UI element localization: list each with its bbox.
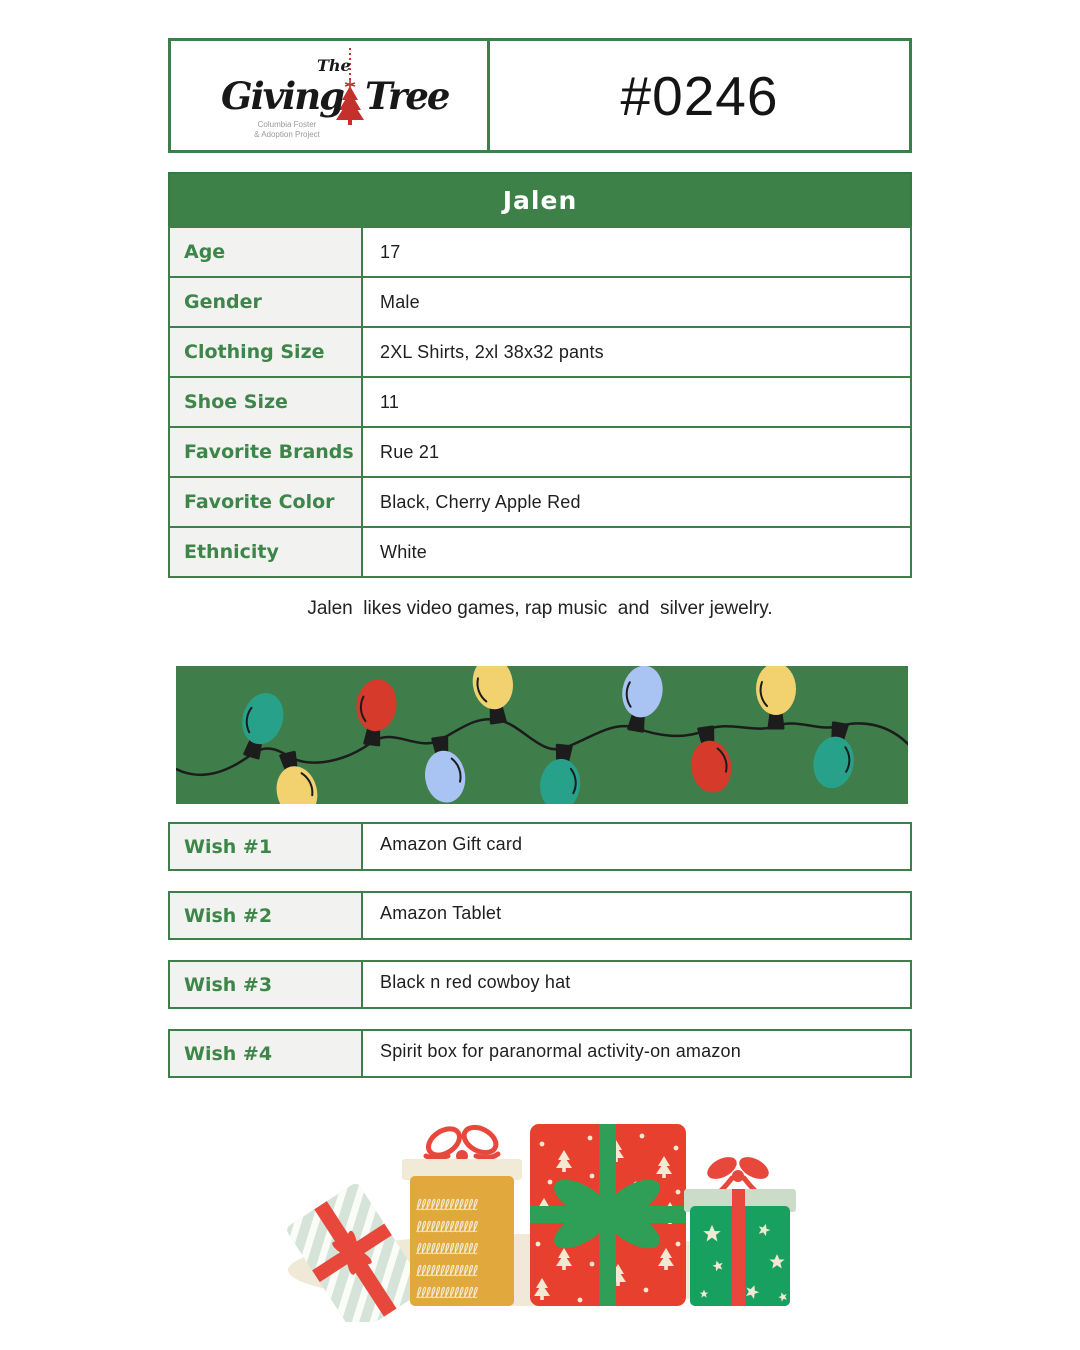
wish-label: Wish #1 [184,835,273,858]
light-bulb-yellow [268,749,323,804]
profile-name-header [168,172,912,228]
profile-table [168,172,912,578]
light-bulb-yellow [756,666,796,728]
table-row [168,526,912,578]
svg-text:ℓℓℓℓℓℓℓℓℓℓℓℓℓ: ℓℓℓℓℓℓℓℓℓℓℓℓℓ [416,1196,478,1214]
logo-subtitle: Columbia Foster & Adoption Project [254,119,320,139]
gift-mustard-squiggle [402,1122,522,1306]
light-bulb-red [686,725,735,795]
lights-banner [176,666,908,804]
row-label: Ethnicity [184,541,279,563]
wish-row [168,1029,912,1078]
row-value: Male [380,291,420,312]
table-row [168,476,912,528]
wish-label: Wish #3 [184,973,273,996]
wish-label: Wish #4 [184,1042,273,1065]
table-row [168,376,912,428]
svg-text:ℓℓℓℓℓℓℓℓℓℓℓℓℓ: ℓℓℓℓℓℓℓℓℓℓℓℓℓ [416,1240,478,1258]
row-value: Rue 21 [380,441,440,462]
row-label: Favorite Color [184,491,335,513]
christmas-presents-icon [280,1112,804,1322]
row-label: Gender [184,291,262,313]
svg-text:ℓℓℓℓℓℓℓℓℓℓℓℓℓ: ℓℓℓℓℓℓℓℓℓℓℓℓℓ [416,1218,478,1236]
header [168,38,912,153]
table-row [168,326,912,378]
row-label: Favorite Brands [184,441,354,463]
wish-row [168,960,912,1009]
table-row [168,276,912,328]
row-value: 2XL Shirts, 2xl 38x32 pants [380,341,604,362]
light-bulb-yellow [469,666,518,725]
wish-value: Spirit box for paranormal activity-on amazon [380,1041,741,1061]
wish-value: Amazon Gift card [380,834,523,854]
wish-list [168,822,912,1098]
logo-the: The [317,55,351,75]
logo-box [168,38,490,153]
about-text: Jalen likes video games, rap music and silver jewelry. [307,598,773,619]
row-label: Age [184,241,226,263]
gifts-illustration [280,1112,804,1322]
row-value: 11 [380,391,400,412]
light-bulb-teal [538,744,585,804]
case-number-box [487,38,912,153]
row-value: White [380,541,428,562]
row-label: Shoe Size [184,391,288,413]
case-number: #0246 [620,64,779,127]
row-value: Black, Cherry Apple Red [380,491,581,512]
light-bulb-teal [809,721,860,792]
wish-value: Black n red cowboy hat [380,972,571,992]
table-row [168,426,912,478]
wish-row [168,891,912,940]
svg-text:ℓℓℓℓℓℓℓℓℓℓℓℓℓ: ℓℓℓℓℓℓℓℓℓℓℓℓℓ [416,1262,478,1280]
wish-row [168,822,912,871]
wish-label: Wish #2 [184,904,273,927]
gift-red-trees [530,1124,686,1306]
light-bulb-blue [616,666,667,733]
giving-tree-logo [215,48,449,144]
christmas-lights-icon [176,666,908,804]
svg-text:ℓℓℓℓℓℓℓℓℓℓℓℓℓ: ℓℓℓℓℓℓℓℓℓℓℓℓℓ [416,1284,478,1302]
table-row [168,226,912,278]
logo-tree: Tree [365,73,449,118]
child-name: Jalen [502,185,578,215]
wish-value: Amazon Tablet [380,903,502,923]
logo-giving: Giving [221,73,343,118]
row-value: 17 [380,241,401,262]
gift-green-stars [684,1153,796,1306]
row-label: Clothing Size [184,341,325,363]
light-bulb-blue [420,735,469,804]
